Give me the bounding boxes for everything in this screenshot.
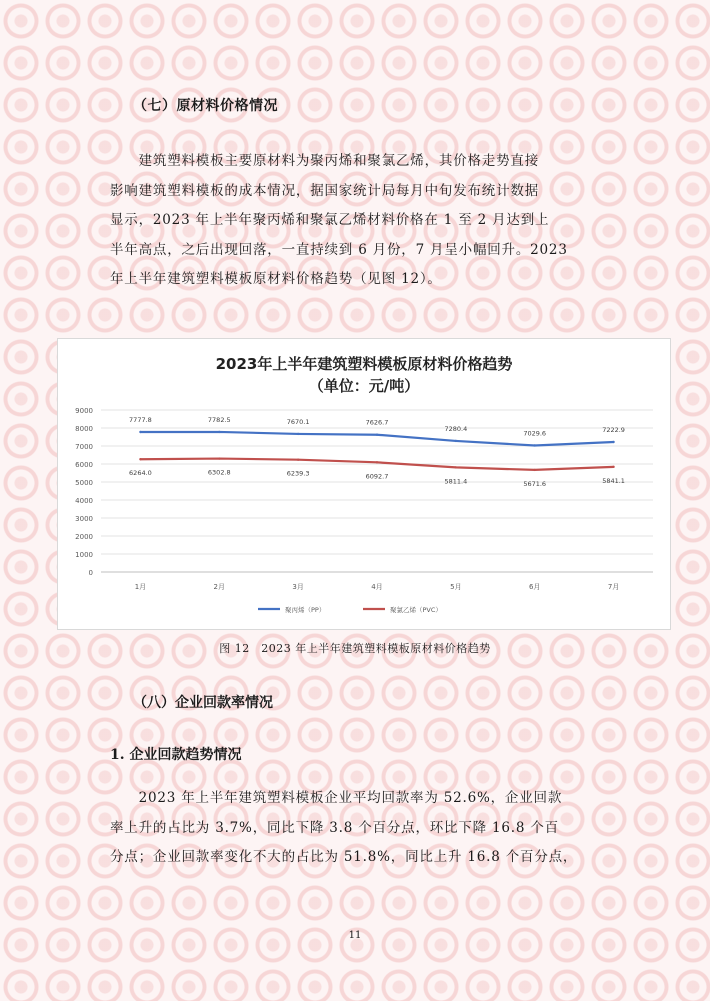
data-point <box>139 458 141 460</box>
x-tick-label: 2月 <box>213 583 226 591</box>
paragraph-line: 半年高点，之后出现回落，一直持续到 6 月份，7 月呈小幅回升。2023 <box>110 241 568 258</box>
data-label: 7777.8 <box>129 415 152 424</box>
y-tick-label: 6000 <box>75 461 93 469</box>
data-point <box>297 458 299 460</box>
x-tick-label: 7月 <box>607 583 620 591</box>
section-7-heading: （七）原材料价格情况 <box>133 98 278 114</box>
paragraph-line: 2023 年上半年建筑塑料模板企业平均回款率为 52.6%，企业回款 <box>110 790 563 806</box>
data-label: 5671.6 <box>523 479 547 488</box>
paragraph-line: 显示，2023 年上半年聚丙烯和聚氯乙烯材料价格在 1 至 2 月达到上 <box>110 212 550 228</box>
data-point <box>612 466 614 468</box>
x-tick-label: 5月 <box>450 583 462 591</box>
y-tick-label: 4000 <box>75 497 93 505</box>
data-point <box>218 457 220 459</box>
chart-title-line-1: 2023年上半年建筑塑料模板原材料价格趋势 <box>215 355 513 373</box>
data-point <box>534 444 536 446</box>
section-8-paragraph <box>110 784 600 873</box>
data-point <box>218 431 220 433</box>
data-label: 7670.1 <box>286 417 310 426</box>
data-point <box>534 469 536 471</box>
paragraph-line: 率上升的占比为 3.7%，同比下降 3.8 个百分点，环比下降 16.8 个百 <box>110 819 559 836</box>
data-point <box>376 434 378 436</box>
section-7-paragraph <box>110 147 600 295</box>
x-tick-label: 3月 <box>292 583 304 591</box>
data-point <box>455 440 457 442</box>
chart-title-line-2: （单位：元/吨） <box>308 377 420 395</box>
chart-plot <box>58 339 670 629</box>
data-point <box>297 433 299 435</box>
y-tick-label: 2000 <box>75 533 93 541</box>
y-tick-label: 9000 <box>75 407 93 415</box>
y-tick-label: 1000 <box>75 551 93 559</box>
data-label: 5811.4 <box>444 477 468 486</box>
data-point <box>139 431 141 433</box>
y-tick-label: 3000 <box>75 515 93 523</box>
y-tick-label: 5000 <box>75 479 93 487</box>
section-8-subheading: 1. 企业回款趋势情况 <box>110 747 242 763</box>
legend-label: 聚丙烯（PP） <box>285 606 326 614</box>
y-tick-label: 7000 <box>75 443 93 451</box>
data-label: 7222.9 <box>602 425 625 434</box>
paragraph-line: 影响建筑塑料模板的成本情况，据国家统计局每月中旬发布统计数据 <box>110 182 539 199</box>
x-tick-label: 4月 <box>371 583 383 591</box>
page-number: 11 <box>348 930 362 941</box>
paragraph-line: 分点；企业回款率变化不大的占比为 51.8%，同比上升 16.8 个百分点， <box>110 849 578 865</box>
paragraph-line: 年上半年建筑塑料模板原材料价格趋势（见图 12）。 <box>110 271 442 287</box>
section-8-heading: （八）企业回款率情况 <box>133 695 273 711</box>
data-label: 5841.1 <box>602 476 625 485</box>
data-label: 6302.8 <box>207 468 231 477</box>
y-tick-label: 0 <box>88 569 93 577</box>
data-label: 7280.4 <box>444 424 468 433</box>
data-label: 6239.3 <box>286 469 310 478</box>
data-label: 6092.7 <box>365 472 389 481</box>
data-label: 7029.6 <box>523 429 547 438</box>
data-point <box>376 461 378 463</box>
paragraph-line: 建筑塑料模板主要原材料为聚丙烯和聚氯乙烯，其价格走势直接 <box>110 153 539 169</box>
figure-caption: 图 12 2023 年上半年建筑塑料模板原材料价格趋势 <box>219 642 491 655</box>
data-point <box>455 466 457 468</box>
data-label: 7626.7 <box>365 418 389 427</box>
y-tick-label: 8000 <box>75 425 93 433</box>
x-tick-label: 1月 <box>134 583 147 591</box>
legend-label: 聚氯乙烯（PVC） <box>390 606 442 614</box>
x-tick-label: 6月 <box>528 583 541 591</box>
price-trend-chart <box>57 338 671 630</box>
data-label: 7782.5 <box>207 415 231 424</box>
data-label: 6264.0 <box>129 469 152 478</box>
data-point <box>612 441 614 443</box>
